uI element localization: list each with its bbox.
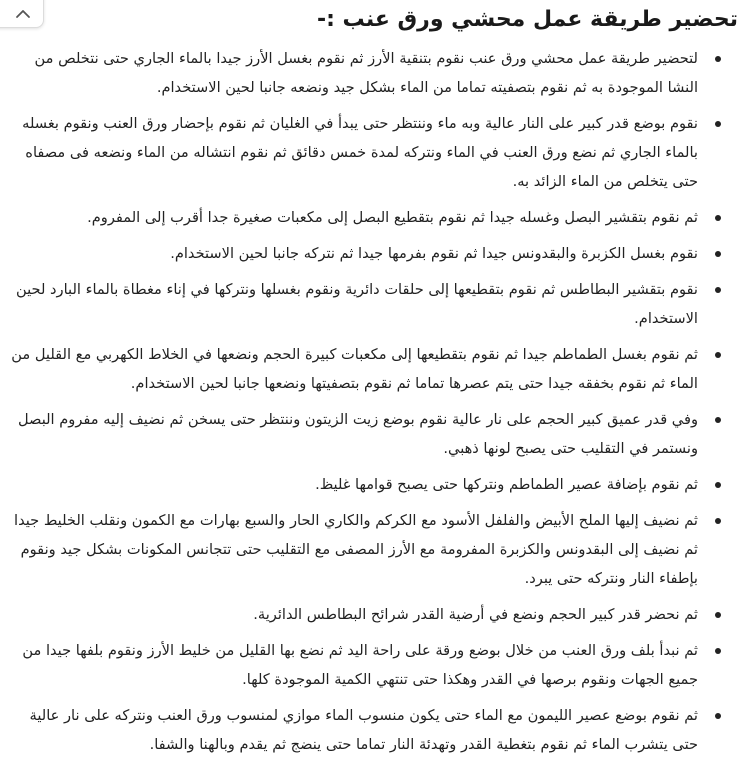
chevron-up-icon	[15, 9, 31, 19]
bullet-icon	[715, 56, 721, 62]
article-heading: تحضير طريقة عمل محشي ورق عنب :-	[316, 7, 738, 32]
step-text: ثم نبدأ بلف ورق العنب من خلال بوضع ورقة على راحة اليد ثم نضع بها القليل من خليط الأرز ونقوم بلفها جيدا من جميع الجهات ونقوم برصها في القدر وهكذا حتى تنتهي الكمية الموجودة كلها.	[22, 642, 698, 688]
step-text: ثم نقوم بوضع عصير الليمون مع الماء حتى يكون منسوب الماء موازي لمنسوب ورق العنب ونتركه على نار عالية حتى يتشرب الماء ثم نقوم بتغطية القدر وتهدئة النار تماما حتى ينضج ثم يقدم وبالهنا والشفا.	[29, 707, 698, 753]
step-text: لتحضير طريقة عمل محشي ورق عنب نقوم بتنقية الأرز ثم نقوم بغسل الأرز جيدا بالماء الجاري حتى نتخلص من النشا الموجودة به ثم نقوم بتصفيته تماما من الماء بشكل جيد ونضعه جانبا لحين الاستخدام.	[34, 50, 698, 96]
list-item	[10, 701, 698, 759]
list-item	[10, 506, 698, 593]
list-item	[10, 44, 698, 102]
list-item	[10, 239, 698, 268]
step-text: نقوم بوضع قدر كبير على النار عالية وبه ماء وننتظر حتى يبدأ في الغليان ثم نقوم بإحضار ورق العنب ونقوم بغسله بالماء الجاري ثم نضع ورق العنب في الماء ونتركه لمدة خمس دقائق ثم نقوم انتشاله من الماء ونضعه فى مصفاه حتى يتخلص من الماء الزائد به.	[22, 115, 698, 190]
list-item	[10, 405, 698, 463]
scroll-to-top-button[interactable]	[0, 0, 44, 28]
step-text: ثم نقوم بإضافة عصير الطماطم ونتركها حتى يصبح قوامها غليظ.	[315, 476, 698, 493]
step-text: ثم نضيف إليها الملح الأبيض والفلفل الأسود مع الكركم والكاري الحار والسبع بهارات مع الكمون ونقلب الخليط جيدا ثم نضيف إلى البقدونس والكزبرة المفرومة مع الأرز المصفى مع التقليب حتى تتجانس المكونات بشكل جيد ونقوم بإطفاء النار ونتركه حتى يبرد.	[14, 512, 698, 587]
step-text: وفي قدر عميق كبير الحجم على نار عالية نقوم بوضع زيت الزيتون وننتظر حتى يسخن ثم نضيف إليه مفروم البصل ونستمر في التقليب حتى يصبح لونها ذهبي.	[18, 411, 698, 457]
bullet-icon	[715, 482, 721, 488]
step-text: ثم نحضر قدر كبير الحجم ونضع في أرضية القدر شرائح البطاطس الدائرية.	[253, 606, 698, 623]
list-item	[10, 600, 698, 629]
bullet-icon	[715, 215, 721, 221]
bullet-icon	[715, 648, 721, 654]
step-text: ثم نقوم بغسل الطماطم جيدا ثم نقوم بتقطيعها إلى مكعبات كبيرة الحجم ونضعها في الخلاط الكهربي مع القليل من الماء ثم نقوم بخفقه جيدا حتى يتم عصرها تماما ثم نقوم بتصفيتها ونضعها جانبا لحين الاستخدام.	[11, 346, 698, 392]
article	[0, 2, 750, 759]
bullet-icon	[715, 612, 721, 618]
bullet-icon	[715, 287, 721, 293]
bullet-icon	[715, 417, 721, 423]
steps-list	[10, 44, 738, 759]
step-text: نقوم بغسل الكزبرة والبقدونس جيدا ثم نقوم بفرمها جيدا ثم نتركه جانبا لحين الاستخدام.	[170, 245, 698, 262]
step-text: ثم نقوم بتقشير البصل وغسله جيدا ثم نقوم بتقطيع البصل إلى مكعبات صغيرة جدا أقرب إلى المفروم.	[87, 209, 698, 226]
list-item	[10, 636, 698, 694]
list-item	[10, 470, 698, 499]
list-item	[10, 340, 698, 398]
bullet-icon	[715, 251, 721, 257]
list-item	[10, 275, 698, 333]
list-item	[10, 109, 698, 196]
bullet-icon	[715, 121, 721, 127]
step-text: نقوم بتقشير البطاطس ثم نقوم بتقطيعها إلى حلقات دائرية ونقوم بغسلها ونتركها في إناء مغطاة بالماء البارد لحين الاستخدام.	[16, 281, 698, 327]
bullet-icon	[715, 518, 721, 524]
bullet-icon	[715, 713, 721, 719]
list-item	[10, 203, 698, 232]
bullet-icon	[715, 352, 721, 358]
